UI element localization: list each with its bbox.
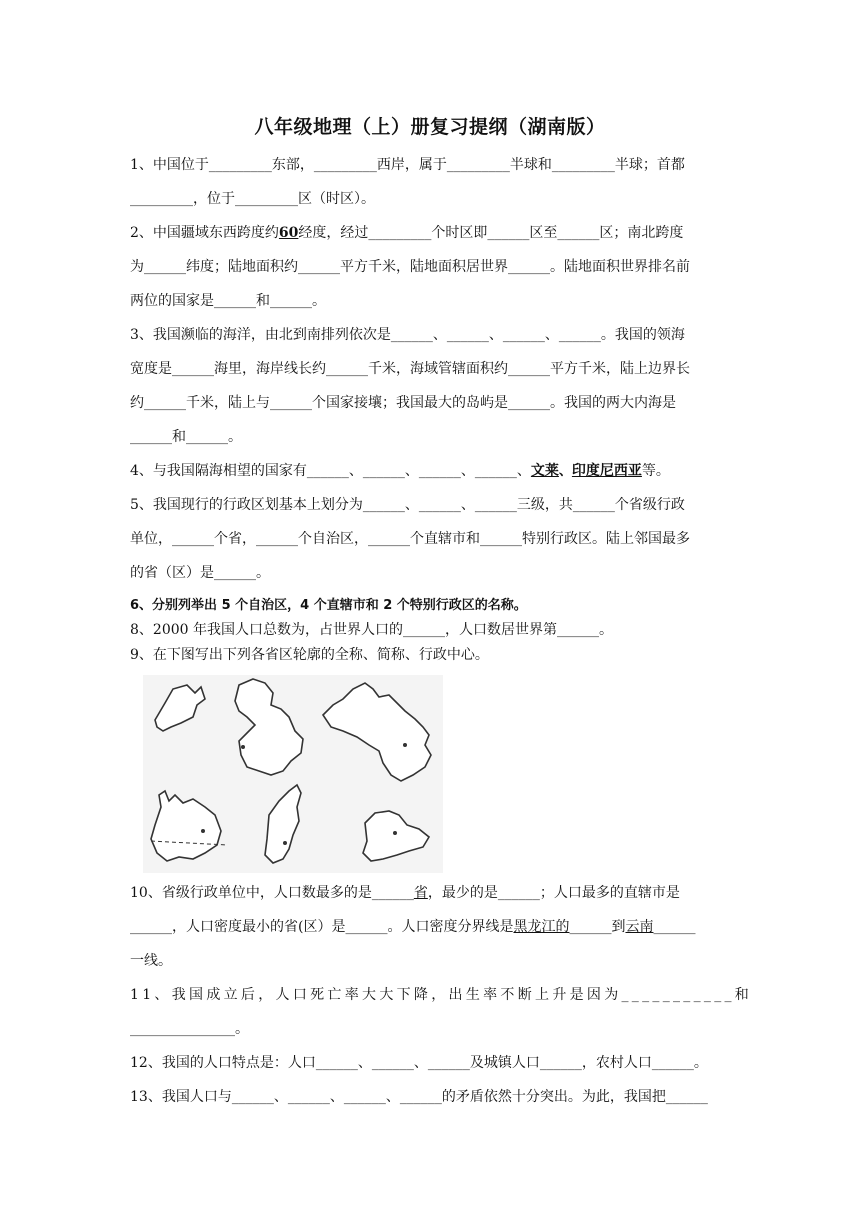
- q6-line: 6、分别列举出 5 个自治区，4 个直辖市和 2 个特别行政区的名称。: [130, 598, 527, 613]
- q8-line: 8、2000 年我国人口总数为，占世界人口的______，人口数居世界第______。: [130, 622, 613, 638]
- q2-sixty: 60: [278, 225, 299, 241]
- q11-line-1: 11、我国成立后，人口死亡率大大下降，出生率不断上升是因为___________和: [130, 987, 753, 1003]
- q9-line: 9、在下图写出下列各省区轮廓的全称、简称、行政中心。: [130, 647, 489, 663]
- q10-text-c: ，最少的是______；人口最多的直辖市是: [427, 885, 680, 901]
- q2-line-1: [130, 216, 730, 250]
- q5-line-1: 5、我国现行的行政区划基本上划分为______、______、______三级，共______个省级行政: [130, 497, 685, 513]
- q3-line-2: 宽度是______海里，海岸线长约______千米，海域管辖面积约______平方千米，陆上边界长: [130, 361, 690, 377]
- capital-dot-e: [283, 841, 287, 845]
- q4-sep: 、: [558, 464, 572, 479]
- capital-dot-d: [241, 745, 245, 749]
- province-outline-map: [143, 675, 443, 873]
- q4-line: [130, 454, 730, 488]
- q3-line-3: 约______千米，陆上与______个国家接壤；我国最大的岛屿是______。我国的两大内海是: [130, 395, 676, 411]
- q1-line-2: _________，位于_________区（时区）。: [130, 191, 375, 207]
- q5-line-3: 的省（区）是______。: [130, 565, 270, 581]
- question-block-10-13: [130, 876, 753, 1114]
- capital-dot-c: [201, 829, 205, 833]
- q2-line-2: 为______纬度；陆地面积约______平方千米，陆地面积居世界______。陆地面积世界排名前: [130, 259, 690, 275]
- q10-province: 省: [413, 885, 428, 901]
- q2-text-c: 经度，经过_________个时区即______区至______区；南北跨度: [298, 225, 684, 241]
- q1-line-1: 1、中国位于_________东部，_________西岸，属于_________半球和_________半球；首都: [130, 157, 685, 173]
- q3-line-4: ______和______。: [130, 429, 242, 445]
- q10-yunnan: 云南: [625, 919, 654, 935]
- q10-text-2e: ______: [653, 919, 696, 935]
- q10-text-2c: ______到: [569, 919, 626, 935]
- q10-line-1: [130, 876, 730, 910]
- q13-line: 13、我国人口与______、______、______、______的矛盾依然十分突出。为此，我国把______: [130, 1089, 708, 1105]
- q10-line-2: [130, 910, 730, 944]
- q12-line: 12、我国的人口特点是：人口______、______、______及城镇人口______，农村人口______。: [130, 1055, 708, 1071]
- q5-line-2: 单位，______个省，______个自治区，______个直辖市和______特别行政区。陆上邻国最多: [130, 531, 690, 547]
- question-block-1-5: [130, 148, 730, 590]
- q4-brunei: 文莱: [530, 463, 559, 479]
- q4-end: 等。: [641, 463, 670, 479]
- q10-text-a: 10、省级行政单位中，人口数最多的是______: [130, 885, 414, 901]
- q10-text-2a: ______，人口密度最小的省(区）是______。人口密度分界线是: [130, 919, 514, 935]
- q10-line-3: 一线。: [130, 953, 172, 969]
- q4-text: 4、与我国隔海相望的国家有______、______、______、______、: [130, 463, 531, 479]
- q3-line-1: 3、我国濒临的海洋，由北到南排列依次是______、______、______、______。我国的领海: [130, 327, 685, 343]
- document-title: 八年级地理（上）册复习提纲（湖南版）: [254, 116, 606, 138]
- q10-heilongjiang: 黑龙江的: [513, 919, 570, 935]
- capital-dot-b: [393, 831, 397, 835]
- question-block-6-9: [130, 593, 730, 668]
- q11-line-2: _______________。: [130, 1021, 249, 1037]
- capital-dot-f: [403, 743, 407, 747]
- q2-text-a: 2、中国疆域东西跨度约: [130, 225, 279, 241]
- q4-indonesia: 印度尼西亚: [571, 463, 642, 479]
- q2-line-3: 两位的国家是______和______。: [130, 293, 326, 309]
